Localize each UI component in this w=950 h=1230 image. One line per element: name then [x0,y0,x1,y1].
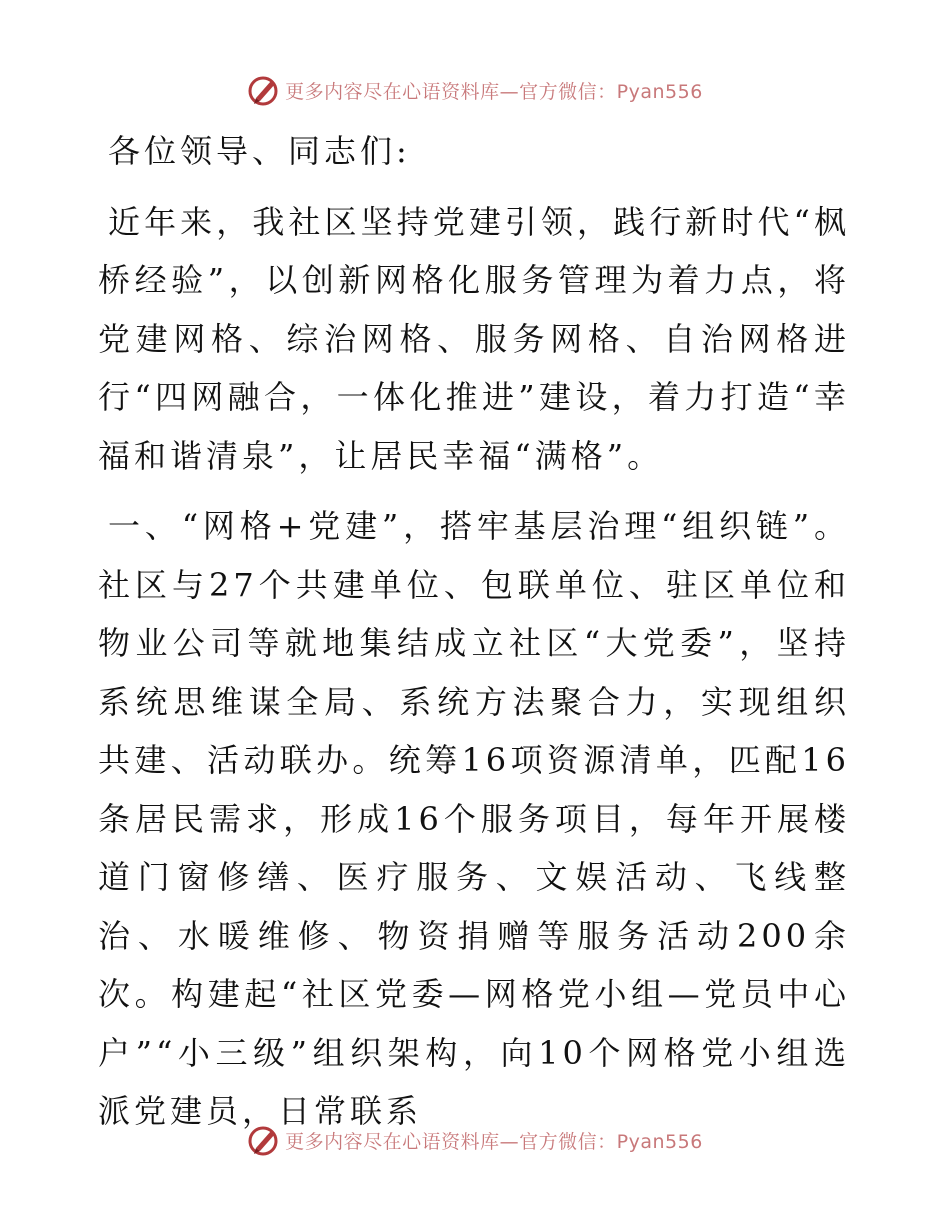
document-body [98,122,850,1141]
watermark-text: 更多内容尽在心语资料库—官方微信：Pyan556 [285,80,703,103]
salutation: 各位领导、同志们: [108,132,411,170]
pen-circle-logo-icon [247,1123,281,1157]
paragraph-intro: 近年来，我社区坚持党建引领，践行新时代“枫桥经验”，以创新网格化服务管理为着力点，将党建网格、综治网格、服务网格、自治网格进行“四网融合，一体化推进”建设，着力打造“幸福和谐清泉”，让居民幸福“满格”。 [98,202,850,475]
paragraph-section-one: 一、“网格+党建”，搭牢基层治理“组织链”。社区与27个共建单位、包联单位、驻区单位和物业公司等就地集结成立社区“大党委”，坚持系统思维谋全局、系统方法聚合力，实现组织共建、活动联办。统筹16项资源清单，匹配16条居民需求，形成16个服务项目，每年开展楼道门窗修缮、医疗服务、文娱活动、飞线整治、水暖维修、物资捐赠等服务活动200余次。构建起“社区党委—网格党小组—党员中心户”“小三级”组织架构，向10个网格党小组选派党建员，日常联系 [98,507,850,1130]
watermark-footer [0,1120,950,1160]
watermark-text: 更多内容尽在心语资料库—官方微信：Pyan556 [285,1130,703,1153]
watermark-header [0,70,950,110]
pen-circle-logo-icon [247,73,281,107]
